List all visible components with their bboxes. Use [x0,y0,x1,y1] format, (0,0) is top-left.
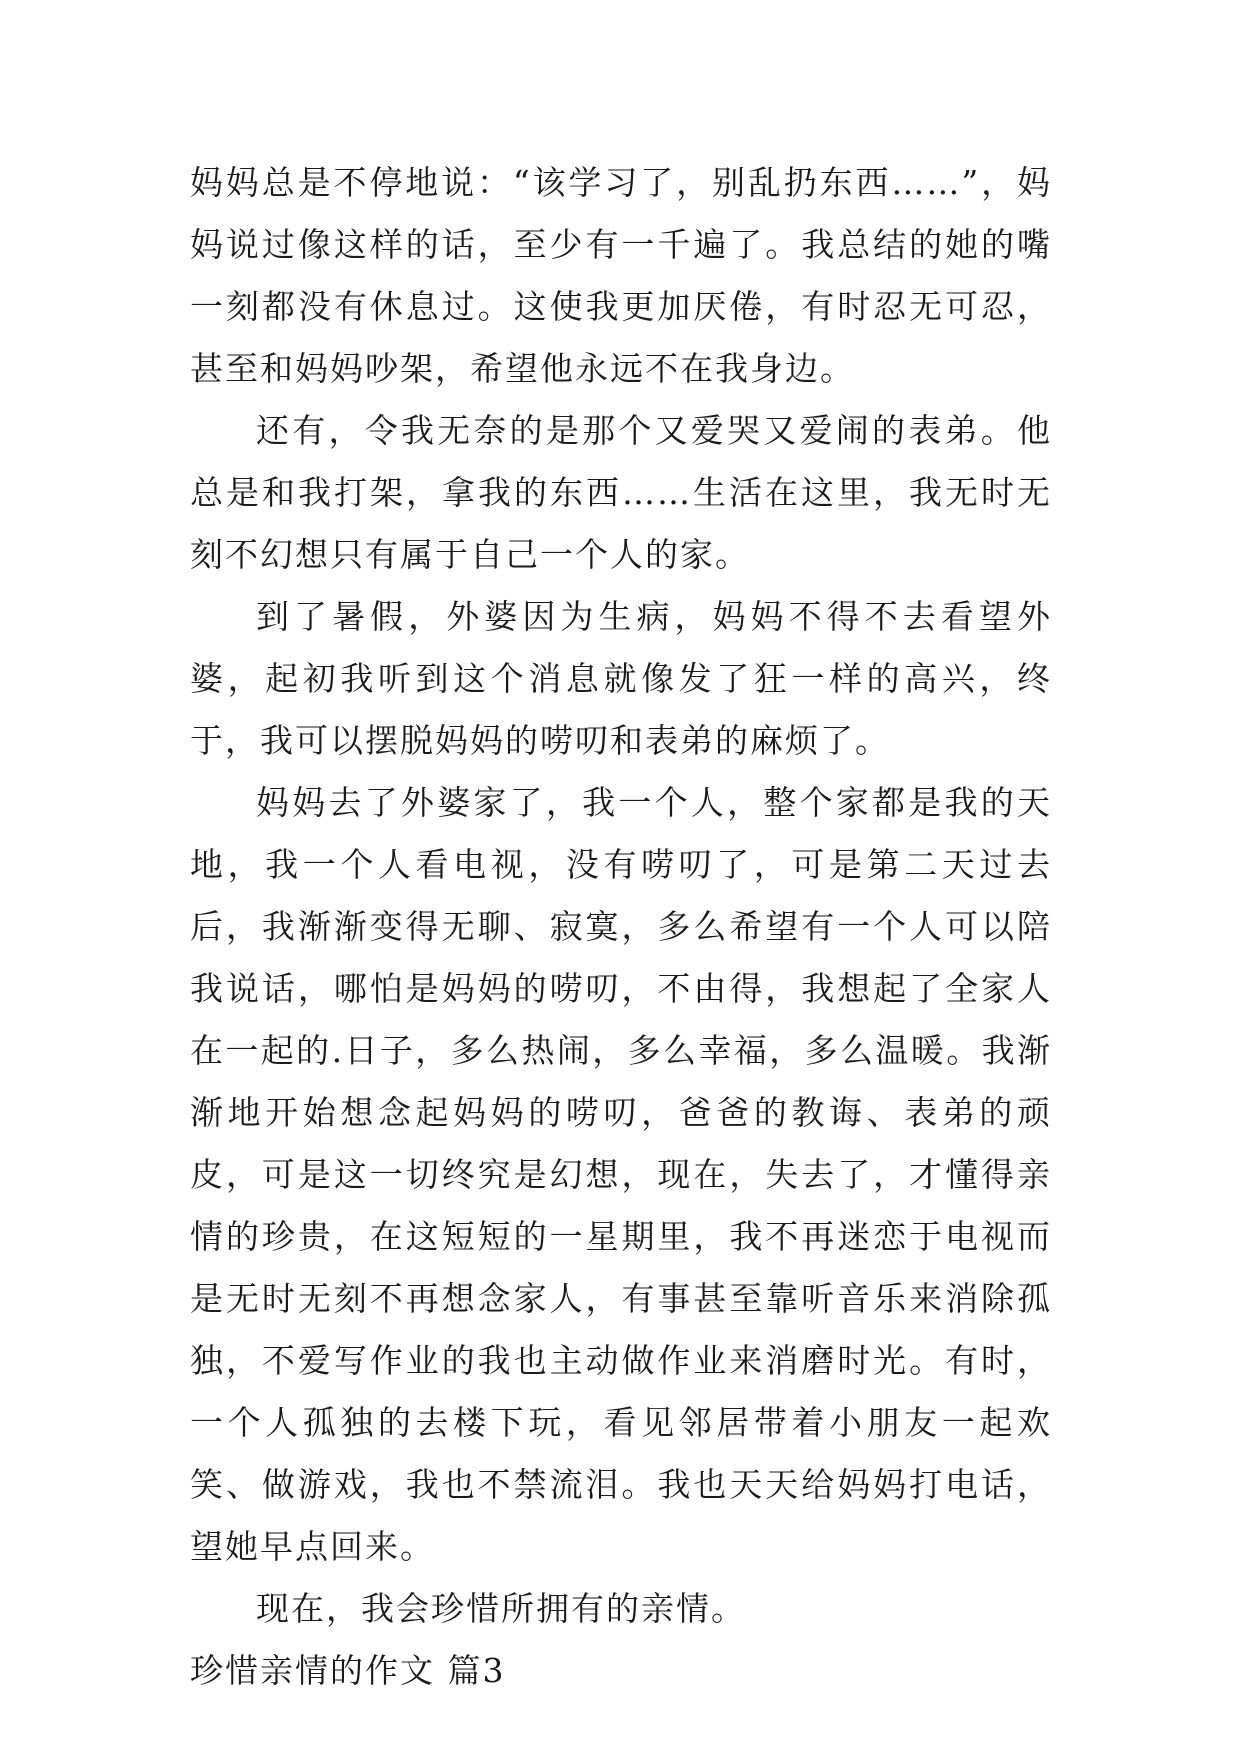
section-heading: 珍惜亲情的作文 篇3 [190,1651,506,1690]
paragraph-2: 还有，令我无奈的是那个又爱哭又爱闹的表弟。他总是和我打架，拿我的东西……生活在这里，我无时无刻不幻想只有属于自己一个人的家。 [190,411,1052,574]
paragraph-5: 现在，我会珍惜所拥有的亲情。 [256,1589,746,1628]
paragraph-3: 到了暑假，外婆因为生病，妈妈不得不去看望外婆，起初我听到这个消息就像发了狂一样的高兴，终于，我可以摆脱妈妈的唠叨和表弟的麻烦了。 [190,597,1052,760]
paragraph-4: 妈妈去了外婆家了，我一个人，整个家都是我的天地，我一个人看电视，没有唠叨了，可是第二天过去后，我渐渐变得无聊、寂寞，多么希望有一个人可以陪我说话，哪怕是妈妈的唠叨，不由得，我想起了全家人在一起的.日子，多么热闹，多么幸福，多么温暖。我渐渐地开始想念起妈妈的唠叨，爸爸的教诲、表弟的顽皮，可是这一切终究是幻想，现在，失去了，才懂得亲情的珍贵，在这短短的一星期里，我不再迷恋于电视而是无时无刻不再想念家人，有事甚至靠听音乐来消除孤独，不爱写作业的我也主动做作业来消磨时光。有时，一个人孤独的去楼下玩，看见邻居带着小朋友一起欢笑、做游戏，我也不禁流泪。我也天天给妈妈打电话，望她早点回来。 [190,783,1052,1566]
paragraph-1: 妈妈总是不停地说：“该学习了，别乱扔东西……”，妈妈说过像这样的话，至少有一千遍了。我总结的她的嘴一刻都没有休息过。这使我更加厌倦，有时忍无可忍，甚至和妈妈吵架，希望他永远不在我身边。 [190,163,1052,388]
document-body [190,152,1052,1702]
